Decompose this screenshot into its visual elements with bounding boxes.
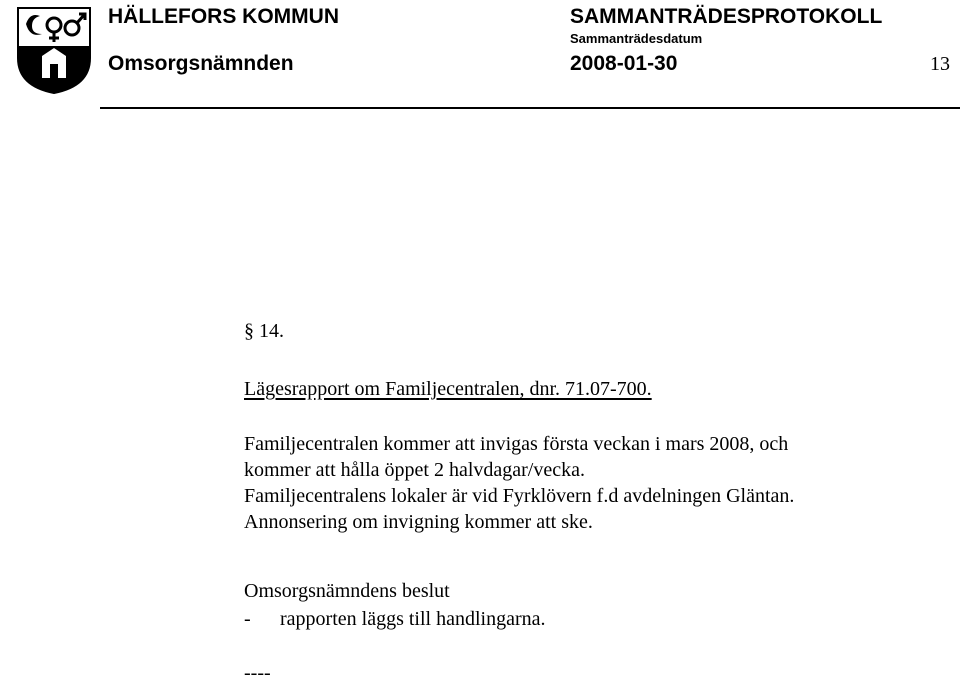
document-type: SAMMANTRÄDESPROTOKOLL bbox=[570, 5, 883, 28]
list-dash: - bbox=[244, 608, 251, 630]
meeting-date: 2008-01-30 bbox=[570, 52, 678, 75]
section-separator: ---- bbox=[244, 662, 271, 684]
section-title: Lägesrapport om Familjecentralen, dnr. 71.07-700. bbox=[244, 378, 652, 400]
decision-text: rapporten läggs till handlingarna. bbox=[280, 608, 546, 630]
coat-of-arms-icon bbox=[16, 6, 92, 94]
section-paragraph bbox=[244, 431, 794, 535]
page-number: 13 bbox=[930, 53, 950, 75]
paragraph-line: kommer att hålla öppet 2 halvdagar/vecka. bbox=[244, 459, 585, 481]
paragraph-line: Annonsering om invigning kommer att ske. bbox=[244, 511, 593, 533]
paragraph-line: Familjecentralen kommer att invigas första veckan i mars 2008, och bbox=[244, 433, 789, 455]
decision-list-item bbox=[244, 606, 545, 632]
paragraph-line: Familjecentralens lokaler är vid Fyrklövern f.d avdelningen Gläntan. bbox=[244, 485, 795, 507]
meeting-date-label: Sammanträdesdatum bbox=[570, 31, 703, 46]
decision-heading: Omsorgsnämndens beslut bbox=[244, 580, 450, 602]
municipality-name: HÄLLEFORS KOMMUN bbox=[108, 5, 339, 28]
section-number: § 14. bbox=[244, 320, 284, 342]
committee-name: Omsorgsnämnden bbox=[108, 52, 294, 75]
header-divider bbox=[100, 107, 960, 109]
